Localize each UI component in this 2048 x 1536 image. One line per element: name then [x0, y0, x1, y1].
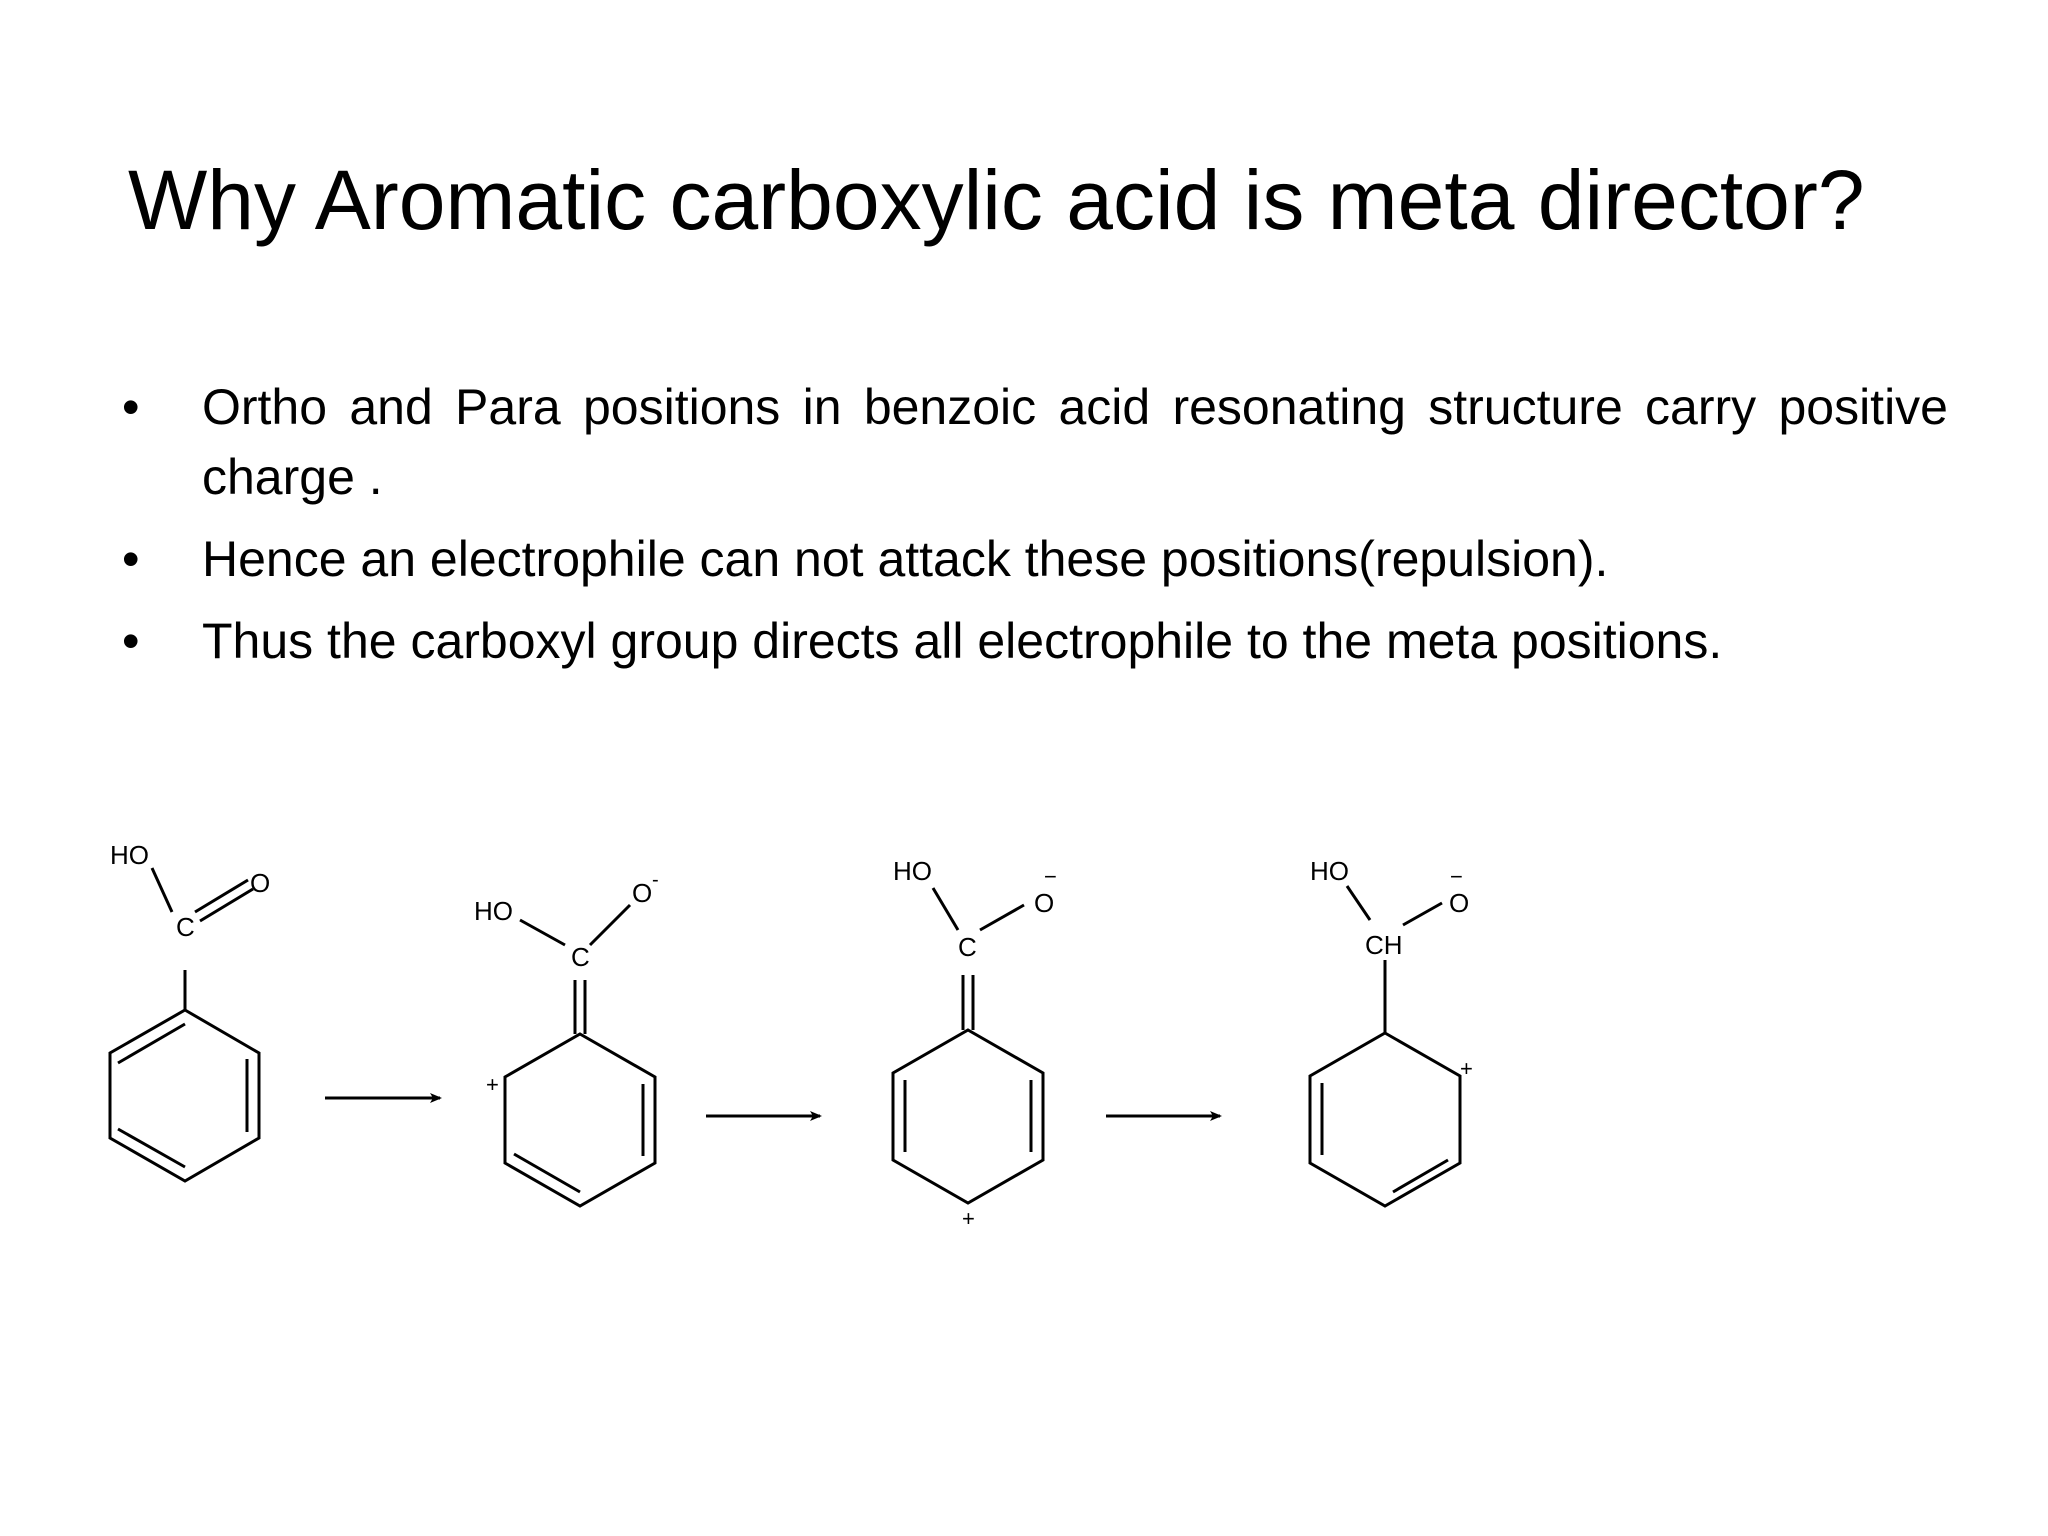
structure-resonance-4	[1310, 856, 1473, 1206]
label-o-charge: -	[652, 869, 659, 891]
bullet-item-ortho-para	[118, 372, 1948, 512]
bullet-item-electrophile	[118, 524, 1948, 594]
label-c: C	[176, 912, 195, 942]
label-o-charge: −	[1044, 864, 1057, 889]
label-o: O	[632, 878, 653, 908]
ring	[893, 1030, 1043, 1203]
structure-resonance-3	[893, 856, 1057, 1231]
structure-benzoic-acid	[110, 840, 270, 1181]
label-o: O	[1449, 888, 1470, 918]
label-c: C	[958, 932, 977, 962]
label-ho: HO	[893, 856, 932, 886]
ring	[505, 1034, 655, 1206]
label-ho: HO	[474, 896, 513, 926]
ring	[1310, 1033, 1460, 1206]
label-o: O	[250, 868, 271, 898]
bullet-text: Hence an electrophile can not attack these positions(repulsion).	[202, 531, 1609, 587]
label-ho: HO	[110, 840, 149, 870]
label-ho: HO	[1310, 856, 1349, 886]
label-ch: CH	[1365, 930, 1403, 960]
label-plus: +	[486, 1072, 499, 1097]
label-plus: +	[962, 1206, 975, 1231]
resonance-scheme	[0, 800, 2048, 1260]
bullet-text: Thus the carboxyl group directs all electrophile to the meta positions.	[202, 613, 1723, 669]
bullet-list	[118, 372, 1948, 688]
benzene-ring	[110, 1010, 259, 1181]
label-o-charge: −	[1450, 864, 1463, 889]
label-c: C	[571, 942, 590, 972]
slide-title: Why Aromatic carboxylic acid is meta director?	[128, 153, 1865, 247]
bullet-dot: •	[122, 613, 140, 669]
bullet-dot: •	[122, 531, 140, 587]
bullet-text: Ortho and Para positions in benzoic acid resonating structure carry positive charge .	[202, 379, 1948, 505]
structure-resonance-2	[474, 869, 659, 1206]
label-o: O	[1034, 888, 1055, 918]
bullet-dot: •	[122, 379, 140, 435]
label-plus: +	[1460, 1056, 1473, 1081]
bullet-item-meta	[118, 606, 1948, 676]
